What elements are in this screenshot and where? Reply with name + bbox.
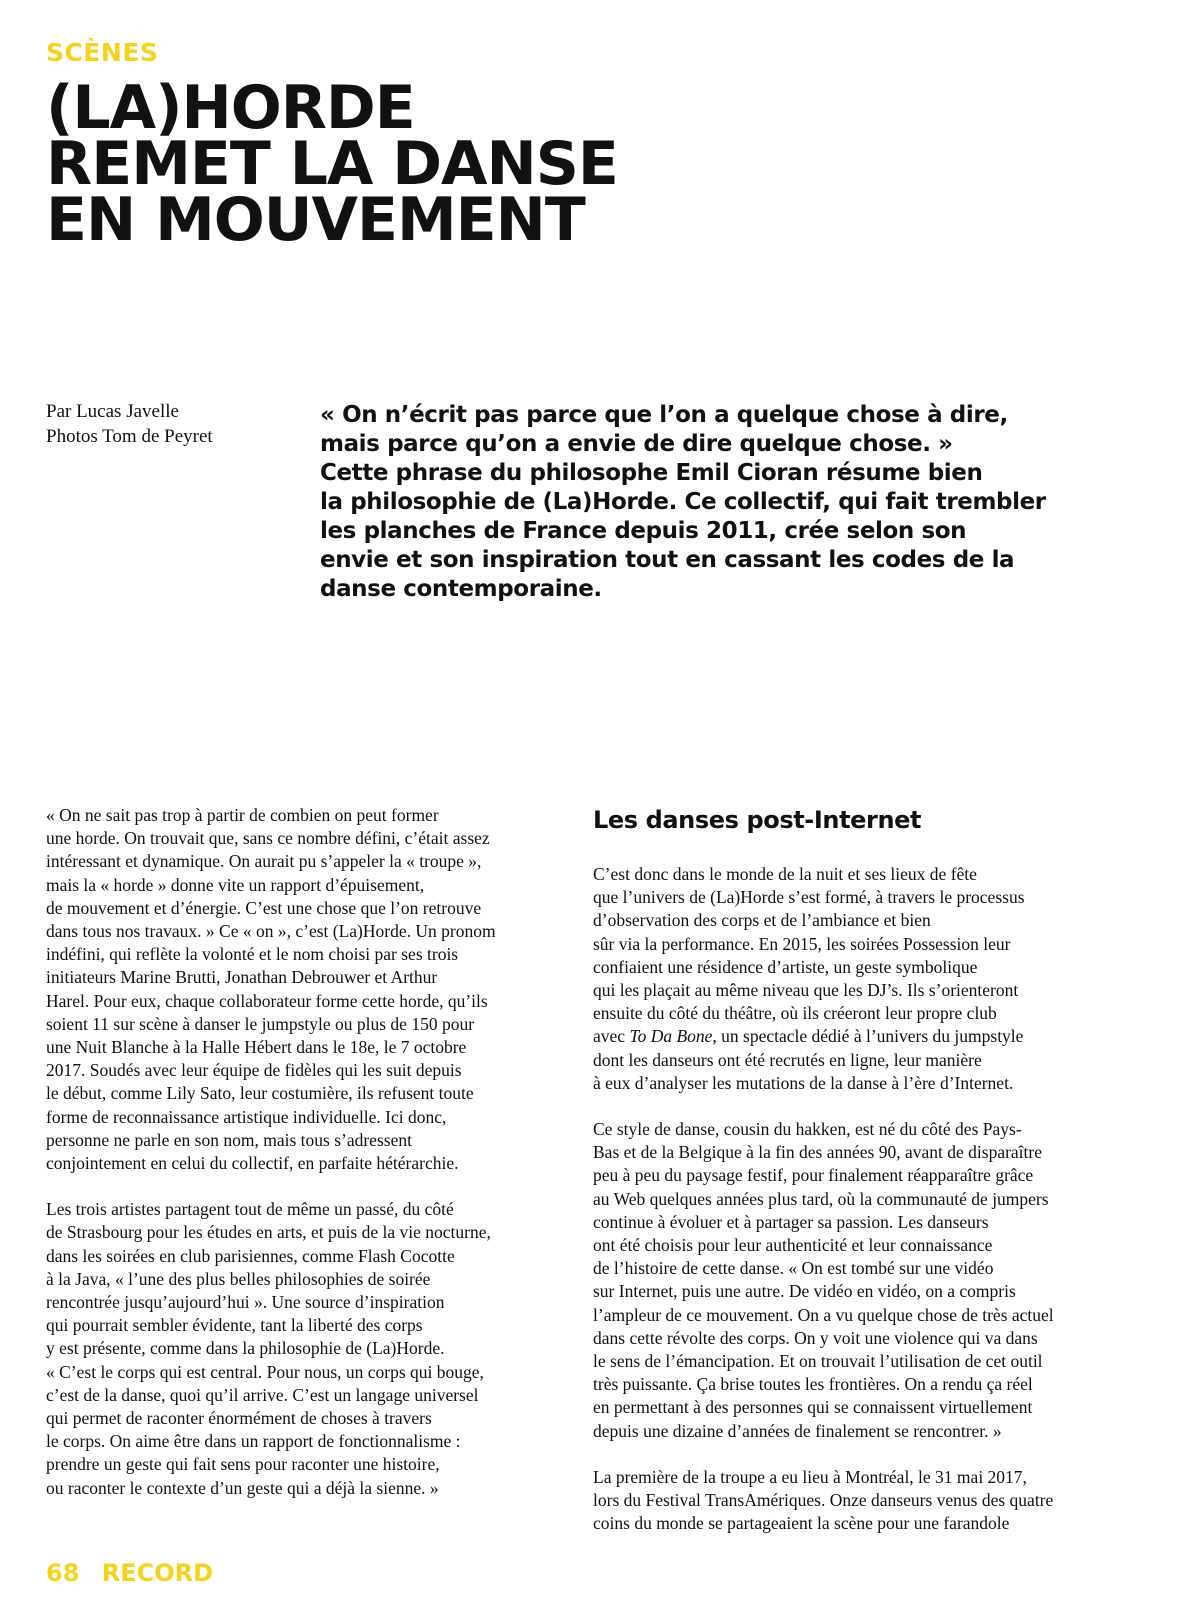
author-credit: Par Lucas Javelle	[46, 401, 179, 422]
article-headline	[46, 73, 1046, 255]
body-line: forme de reconnaissance artistique individuelle. Ici donc,	[46, 1106, 447, 1127]
body-paragraph	[46, 804, 516, 1175]
body-line: que l’univers de (La)Horde s’est formé, à travers le processus	[593, 887, 1025, 908]
body-line: ou raconter le contexte d’un geste qui a déjà la sienne. »	[46, 1477, 439, 1498]
body-paragraph	[593, 1466, 1093, 1536]
body-line: mais la « horde » donne vite un rapport d’épuisement,	[46, 874, 425, 895]
body-line: Les trois artistes partagent tout de même un passé, du côté	[46, 1199, 454, 1220]
body-line: à eux d’analyser les mutations de la danse à l’ère d’Internet.	[593, 1072, 1014, 1093]
body-line: une horde. On trouvait que, sans ce nombre défini, c’était assez	[46, 828, 490, 849]
magazine-name: RECORD	[101, 1559, 214, 1587]
body-line: y est présente, comme dans la philosophie de (La)Horde.	[46, 1338, 445, 1359]
body-line: indéfini, qui reflète la volonté et le nom choisi par ses trois	[46, 944, 459, 965]
body-line: confiaient une résidence d’artiste, un geste symbolique	[593, 956, 978, 977]
lead-paragraph	[320, 401, 1120, 604]
headline-line: REMET LA DANSE	[46, 129, 618, 199]
lead-line: Cette phrase du philosophe Emil Cioran résume bien	[320, 460, 983, 486]
page-number: 68	[46, 1559, 80, 1587]
body-line: sur Internet, puis une autre. De vidéo en vidéo, on a compris	[593, 1281, 1016, 1302]
right-column	[593, 805, 1093, 1558]
body-paragraph	[593, 863, 1093, 1095]
lead-line: envie et son inspiration tout en cassant les codes de la	[320, 547, 1015, 573]
body-line: Harel. Pour eux, chaque collaborateur forme cette horde, qu’ils	[46, 990, 488, 1011]
body-line: ensuite du côté du théâtre, où ils créeront leur propre club	[593, 1003, 997, 1024]
lead-line: la philosophie de (La)Horde. Ce collectif, qui fait trembler	[320, 489, 1046, 515]
body-line: d’observation des corps et de l’ambiance et bien	[593, 910, 931, 931]
body-line: « On ne sait pas trop à partir de combien on peut former	[46, 805, 439, 825]
body-line: C’est donc dans le monde de la nuit et ses lieux de fête	[593, 864, 977, 884]
body-line: dont les danseurs ont été recrutés en ligne, leur manière	[593, 1049, 982, 1070]
body-line: prendre un geste qui fait sens pour raconter une histoire,	[46, 1454, 440, 1475]
body-line: qui pourrait sembler évidente, tant la liberté des corps	[46, 1315, 423, 1336]
body-line: Bas et de la Belgique à la fin des années 90, avant de disparaître	[593, 1142, 1043, 1163]
body-line: l’ampleur de ce mouvement. On a vu quelque chose de très actuel	[593, 1304, 1054, 1325]
body-line: personne ne parle en son nom, mais tous s’adressent	[46, 1129, 412, 1150]
headline-line: (LA)HORDE	[46, 73, 415, 143]
headline-line: EN MOUVEMENT	[46, 185, 585, 255]
left-column	[46, 804, 516, 1523]
body-line: sûr via la performance. En 2015, les soirées Possession leur	[593, 933, 1011, 954]
body-line: qui permet de raconter énormément de choses à travers	[46, 1408, 432, 1429]
body-line: qui les plaçait au même niveau que les DJ’s. Ils s’orienteront	[593, 980, 1019, 1001]
body-line: initiateurs Marine Brutti, Jonathan Debrouwer et Arthur	[46, 967, 438, 988]
body-paragraph	[46, 1198, 516, 1500]
lead-line: les planches de France depuis 2011, crée selon son	[320, 518, 967, 544]
body-line: Ce style de danse, cousin du hakken, est né du côté des Pays-	[593, 1119, 1022, 1140]
body-line: de l’histoire de cette danse. « On est tombé sur une vidéo	[593, 1258, 994, 1279]
body-line: c’est de la danse, quoi qu’il arrive. C’est un langage universel	[46, 1384, 479, 1405]
body-line: une Nuit Blanche à la Halle Hébert dans le 18e, le 7 octobre	[46, 1037, 467, 1058]
body-line: continue à évoluer et à partager sa passion. Les danseurs	[593, 1211, 989, 1232]
body-line: coins du monde se partageaient la scène pour une farandole	[593, 1513, 1010, 1534]
body-line: peu à peu du paysage festif, pour finalement réapparaître grâce	[593, 1165, 1034, 1186]
section-label: SCÈNES	[46, 38, 159, 67]
body-line: dans tous nos travaux. » Ce « on », c’est (La)Horde. Un pronom	[46, 921, 496, 942]
body-line: « C’est le corps qui est central. Pour nous, un corps qui bouge,	[46, 1361, 484, 1382]
body-line: intéressant et dynamique. On aurait pu s’appeler la « troupe »,	[46, 851, 482, 872]
body-line: très puissante. Ça brise toutes les frontières. On a rendu ça réel	[593, 1374, 1033, 1395]
body-line: depuis une dizaine d’années de finalement se rencontrer. »	[593, 1420, 1002, 1441]
page-footer	[46, 1561, 213, 1585]
body-line: dans cette révolte des corps. On y voit une violence qui va dans	[593, 1327, 1038, 1348]
show-title: To Da Bone	[629, 1026, 713, 1047]
body-line: le début, comme Lily Sato, leur costumière, ils refusent toute	[46, 1083, 474, 1104]
body-line: ont été choisis pour leur authenticité et leur connaissance	[593, 1235, 993, 1256]
lead-line: « On n’écrit pas parce que l’on a quelque chose à dire,	[320, 402, 1008, 428]
article-credits	[46, 399, 213, 449]
body-line: lors du Festival TransAmériques. Onze danseurs venus des quatre	[593, 1490, 1054, 1511]
body-paragraph	[593, 1118, 1093, 1443]
body-line: de mouvement et d’énergie. C’est une chose que l’on retrouve	[46, 897, 482, 918]
body-line: au Web quelques années plus tard, où la communauté de jumpers	[593, 1188, 1049, 1209]
body-line: conjointement en celui du collectif, en parfaite hétérarchie.	[46, 1153, 459, 1174]
lead-line: danse contemporaine.	[320, 576, 602, 602]
photo-credit: Photos Tom de Peyret	[46, 426, 213, 447]
body-line: rencontrée jusqu’aujourd’hui ». Une source d’inspiration	[46, 1292, 445, 1313]
body-line: 2017. Soudés avec leur équipe de fidèles qui les suit depuis	[46, 1060, 462, 1081]
body-line: La première de la troupe a eu lieu à Montréal, le 31 mai 2017,	[593, 1466, 1027, 1487]
body-line: de Strasbourg pour les études en arts, et puis de la vie nocturne,	[46, 1222, 491, 1243]
body-line: le sens de l’émancipation. Et on trouvait l’utilisation de cet outil	[593, 1351, 1043, 1372]
body-line: le corps. On aime être dans un rapport de fonctionnalisme :	[46, 1431, 461, 1452]
body-line	[593, 1025, 1093, 1048]
text-fragment: , un spectacle dédié à l’univers du jumpstyle	[712, 1026, 1024, 1047]
body-line: en permettant à des personnes qui se connaissent virtuellement	[593, 1397, 1033, 1418]
body-line: soient 11 sur scène à danser le jumpstyle ou plus de 150 pour	[46, 1013, 475, 1034]
body-line: à la Java, « l’une des plus belles philosophies de soirée	[46, 1268, 431, 1289]
text-fragment: avec	[593, 1026, 630, 1047]
section-subheading: Les danses post-Internet	[593, 806, 922, 834]
lead-line: mais parce qu’on a envie de dire quelque chose. »	[320, 431, 953, 457]
body-line: dans les soirées en club parisiennes, comme Flash Cocotte	[46, 1245, 455, 1266]
